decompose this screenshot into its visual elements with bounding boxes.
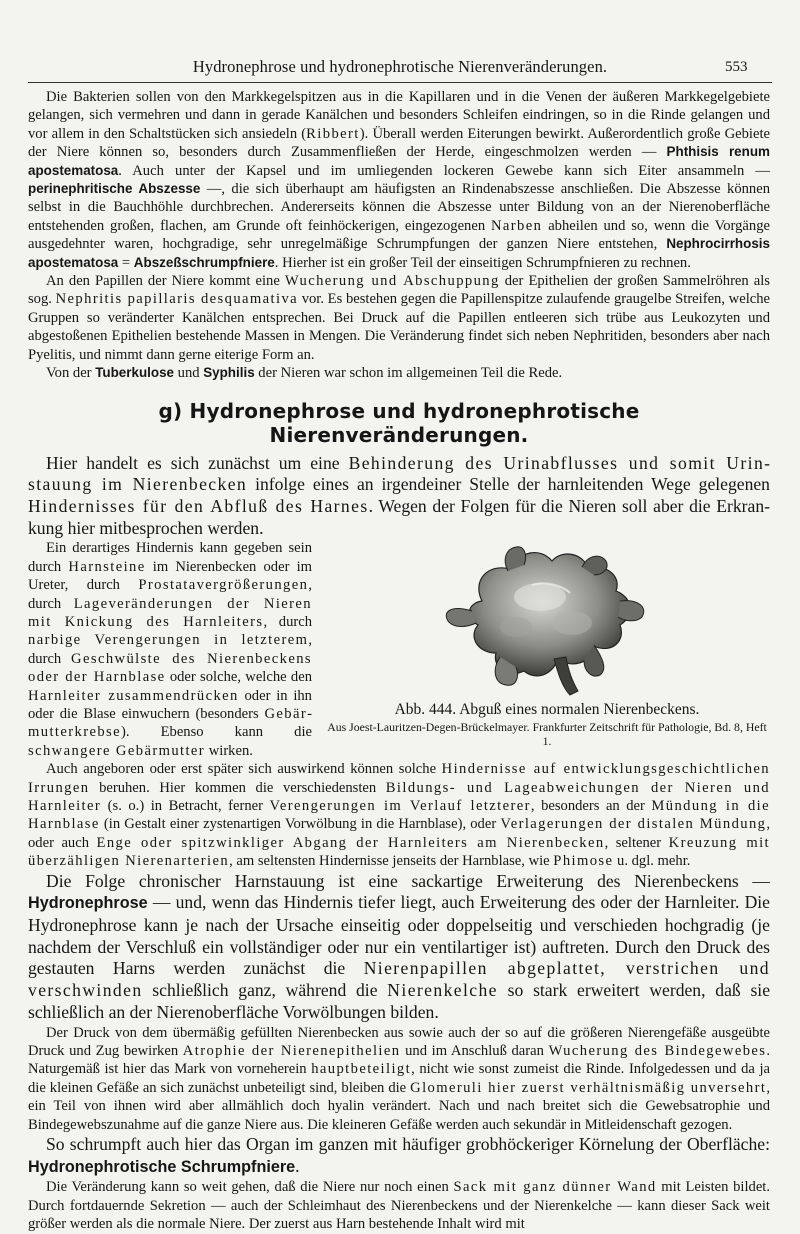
paragraph-hydronephrosis: Die Folge chronischer Harnstauung ist eine sackartige Erweiterung des Nierenbeckens — Hydronephrose — und, wenn das Hindernis tiefer liegt, auch Erweiterung des oder der Harnleiter. Die Hydronephrose kann je nach der Ursache einseitig oder doppelseitig und verschieden hochgradig (je nachdem der Verschluß ein vollständiger oder nur ein ventilartiger ist) auftreten. Durch den Druck des gestauten Harns werden zunächst die Nierenpapillen abgeplattet, verstrichen und verschwinden schließlich ganz, während die Nierenkelche so stark erweitert werden, daß sie schließlich an der Nierenoberfläche Vorwölbungen bilden. [28,870,771,1022]
figure-caption-source: Aus Joest-Lauritzen-Degen-Brückelmayer. Frankfurter Zeitschrift für Pathologie, Bd. 8, Heft 1. [327,720,767,749]
paragraph-bacteria: Die Bakterien sollen von den Markkegelspitzen aus in die Kapillaren und in die Venen der äußeren Markkegelgebiete gelangen, sich vermehren und dann in gerade Kanälchen und besonders Schleifen eindringen, so in die Rinde gelangen und vor allem in den Schaltstücken sich ansiedeln (Ribbert). Überall werden Eiterungen bewirkt. Außerordentlich große Gebiete der Niere können so, besonders durch Zusammenfließen der Herde, eingeschmolzen werden — Phthisis renum apostematosa. Auch unter der Kapsel und im umliegenden lockeren Gewebe kann sich Eiter ansammeln — perinephritische Abszesse —, die sich überhaupt am häufigsten an Rindenabszesse anschließen. Die Abszesse können selbst in die Bauchhöhle durchbrechen. Andererseits können die Abszesse unter Bildung von an der Nierenoberfläche entstehenden großen, flachen, am Grunde oft feinhöckerigen, eingezogenen Narben abheilen und so, wenn die Vorgänge ausgedehnter waren, hochgradige, sehr unregelmäßige Schrumpfungen der ganzen Niere entstehen, Nephrocirrhosis apostematosa = Abszeßschrumpfniere. Hierher ist ein großer Teil der einseitigen Schrumpfnieren zu rechnen. [28,89,771,271]
paragraph-tuberculosis: Von der Tuberkulose und Syphilis der Nieren war schon im allgemeinen Teil die Rede. [46,365,563,382]
paragraph-obstacles: Ein derartiges Hindernis kann gegeben sein durch Harnsteine im Nierenbecken oder im Ureter, durch Prostatavergrößerungen, durch Lageveränderungen der Nieren mit Knickung des Harnleiters, durch narbige Verengerungen in letzterem, durch Geschwülste des Nierenbeckens oder der Harnblase oder solche, welche den Harnleiter zusammendrücken oder in ihn oder die Blase einwuchern (besonders Gebärmutterkrebse). Ebenso kann die schwangere Gebärmutter wirken. [28,540,312,759]
figure-caption-title: Abb. 444. Abguß eines normalen Nierenbeckens. [394,701,700,719]
paragraph-papillae: An den Papillen der Niere kommt eine Wucherung und Abschuppung der Epithelien der großen Sammelröhren als sog. Nephritis papillaris desquamativa vor. Es bestehen gegen die Papillenspitze zulaufende graugelbe Streifen, welche Gruppen so veränderter Kanälchen entsprechen. Bei Druck auf die Papillen entleeren sich trübe aus Leukozyten und abgestoßenen Epithelien bestehende Massen in Mengen. Die Veränderung findet sich neben Nephritiden, besonders aber nach Pyelitis, und nimmt dann gerne eiterige Form an. [28,273,770,363]
paragraph-pressure: Der Druck von dem übermäßig gefüllten Nierenbecken aus sowie auch der so auf die größeren Nierengefäße ausgeübte Druck und Zug bewirken Atrophie der Nierenepithelien und im Anschluß daran Wucherung des Bindegewebes. Naturgemäß ist hier das Mark von vorneherein hauptbeteiligt, nicht wie sonst zumeist die Rinde. Infolgedessen und da ja die kleinen Gefäße an sich zunächst unbeteiligt sind, bleiben die Glomeruli hier zuerst verhältnismäßig unversehrt, ein Teil von ihnen wird aber allmählich doch hyalin verändert. Nach und nach breitet sich die Gewebsatrophie und Bindegewebszunahme auf die ganze Niere aus. Die kleineren Gefäße werden auch sekundär in Mitleidenschaft gezogen. [28,1024,771,1133]
running-title: Hydronephrose und hydronephrotische Nierenveränderungen. [192,57,608,76]
paragraph-intro: Hier handelt es sich zunächst um eine Behinderung des Urinabflusses und somit Urinstauung im Nierenbecken infolge eines an irgendeiner Stelle der harnleitenden Wege gelegenen Hindernisses für den Abfluß des Harnes. Wegen der Folgen für die Nieren soll aber die Erkrankung hier mitbesprochen werden. [28,452,771,538]
paragraph-congenital: Auch angeboren oder erst später sich auswirkend können solche Hindernisse auf entwicklungsgeschichtlichen Irrungen beruhen. Hier kommen die verschiedensten Bildungs- und Lageabweichungen der Nieren und Harnleiter (s. o.) in Betracht, ferner Verengerungen im Verlauf letzterer, besonders an der Mündung in die Harnblase (in Gestalt einer zystenartigen Vorwölbung in die Harnblase), oder Verlagerungen der distalen Mündung, oder auch Enge oder spitzwinkliger Abgang der Harnleiters am Nierenbecken, seltener Kreuzung mit überzähligen Nierenarterien, am seltensten Hindernisse jenseits der Harnblase, wie Phimose u. dgl. mehr. [28,761,771,870]
header-rule [28,82,772,83]
paragraph-shrinkage: So schrumpft auch hier das Organ im ganzen mit häufiger grobhöckeriger Körnelung der Oberfläche: Hydronephrotische Schrumpfniere. [28,1133,770,1176]
paragraph-sack: Die Veränderung kann so weit gehen, daß die Niere nur noch einen Sack mit ganz dünner Wand mit Leisten bildet. Durch fortdauernde Sekretion — auch der Schleimhaut des Nierenbeckens und der Nierenkelche — kann dieser Sack weit größer werden als die normale Niere. Der zuerst aus Harn bestehende Inhalt wird mit [28,1179,770,1233]
page-number: 553 [725,59,748,75]
body-text [28,88,770,1234]
renal-pelvis-cast-image [412,541,682,699]
section-heading: g) Hydronephrose und hydronephrotische Nierenveränderungen. [158,398,640,447]
figure-444 [324,541,770,748]
